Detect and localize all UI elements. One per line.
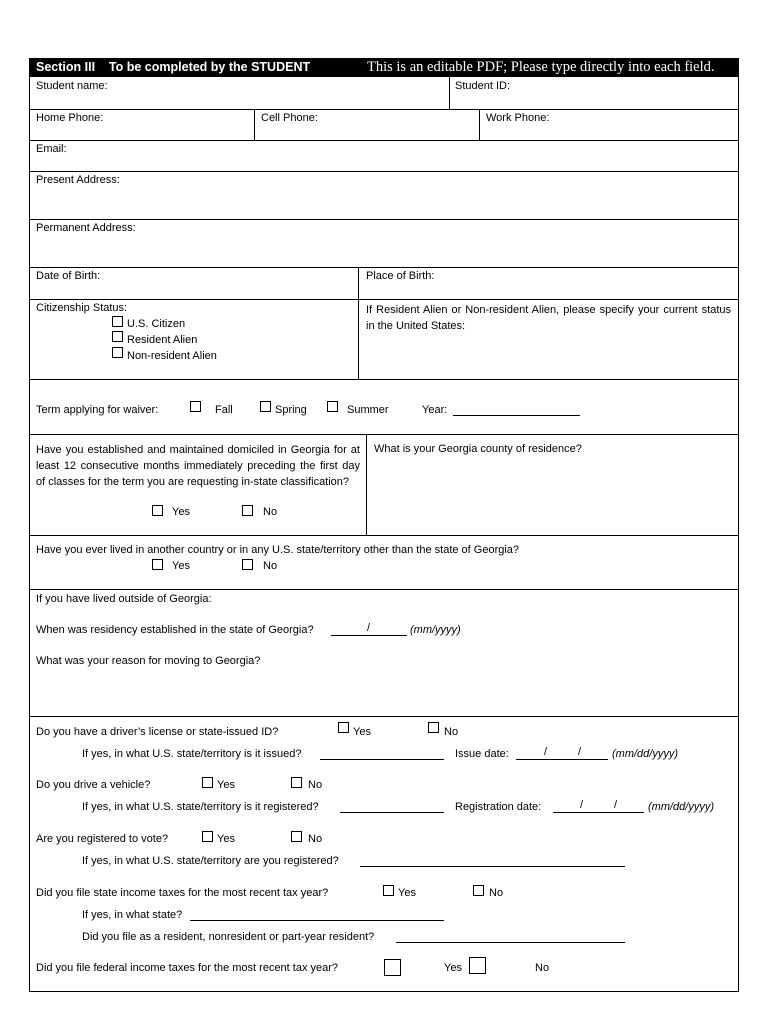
cell-phone-field[interactable]: Cell Phone:	[261, 112, 318, 124]
student-name-field[interactable]: Student name:	[36, 80, 108, 92]
permanent-address-field[interactable]: Permanent Address:	[36, 222, 136, 234]
vote-state-input[interactable]	[360, 866, 625, 867]
divider	[29, 379, 739, 380]
residency-question: When was residency established in the state of Georgia?	[36, 624, 314, 636]
state-tax-yes-checkbox[interactable]	[383, 885, 394, 896]
outside-intro: If you have lived outside of Georgia:	[36, 593, 212, 605]
citizenship-label: Citizenship Status:	[36, 302, 128, 314]
divider	[366, 434, 367, 535]
resident-status-input[interactable]	[396, 942, 625, 943]
alien-status-field[interactable]: If Resident Alien or Non-resident Alien, please specify your current status in the United States:	[366, 304, 731, 332]
student-form	[29, 58, 739, 992]
divider	[29, 171, 739, 172]
section-header	[29, 58, 739, 77]
lived-elsewhere-yes-label: Yes	[172, 560, 190, 572]
spring-checkbox[interactable]	[260, 401, 271, 412]
state-tax-no-checkbox[interactable]	[473, 885, 484, 896]
license-yes-checkbox[interactable]	[338, 722, 349, 733]
license-no-label: No	[444, 726, 459, 738]
issue-date-label: Issue date:	[455, 748, 509, 760]
fall-label: Fall	[215, 404, 233, 416]
resident-status-question: Did you file as a resident, nonresident or part-year resident?	[82, 931, 375, 943]
lived-elsewhere-yes-checkbox[interactable]	[152, 559, 163, 570]
us-citizen-checkbox[interactable]	[112, 316, 123, 327]
registration-date-slash-2: /	[614, 799, 618, 811]
divider	[29, 299, 739, 300]
vehicle-yes-checkbox[interactable]	[202, 777, 213, 788]
federal-tax-question: Did you file federal income taxes for the most recent tax year?	[36, 962, 339, 974]
divider	[29, 716, 739, 717]
issue-date-slash-2: /	[578, 746, 582, 758]
vote-no-label: No	[308, 833, 323, 845]
lived-elsewhere-question: Have you ever lived in another country or in any U.S. state/territory other than the state of Georgia?	[36, 544, 520, 556]
resident-alien-checkbox[interactable]	[112, 331, 123, 342]
registration-date-input[interactable]	[553, 812, 644, 813]
state-tax-question: Did you file state income taxes for the most recent tax year?	[36, 887, 329, 899]
domicile-question: Have you established and maintained domiciled in Georgia for at least 12 consecutive months immediately preceding the first day of classes for the term you are requesting in-state classification?	[36, 444, 360, 488]
federal-tax-no-label: No	[535, 962, 550, 974]
federal-tax-no-checkbox[interactable]	[469, 957, 486, 974]
vehicle-yes-label: Yes	[217, 779, 235, 791]
residency-date-input[interactable]	[331, 635, 407, 636]
divider	[254, 109, 255, 140]
divider	[29, 267, 739, 268]
divider	[29, 535, 739, 536]
license-state-input[interactable]	[320, 759, 444, 760]
divider	[29, 109, 739, 110]
section-title: Section III To be completed by the STUDENT	[36, 60, 311, 74]
state-tax-state-input[interactable]	[190, 920, 444, 921]
registration-date-format: (mm/dd/yyyy)	[648, 801, 714, 813]
student-id-field[interactable]: Student ID:	[455, 80, 511, 92]
registration-date-label: Registration date:	[455, 801, 542, 813]
summer-label: Summer	[347, 404, 389, 416]
license-question: Do you have a driver’s license or state-issued ID?	[36, 726, 279, 738]
work-phone-field[interactable]: Work Phone:	[486, 112, 550, 124]
spring-label: Spring	[275, 404, 307, 416]
domicile-yes-label: Yes	[172, 506, 190, 518]
present-address-field[interactable]: Present Address:	[36, 174, 120, 186]
summer-checkbox[interactable]	[327, 401, 338, 412]
email-field[interactable]: Email:	[36, 143, 67, 155]
divider	[29, 589, 739, 590]
residency-format: (mm/yyyy)	[410, 624, 461, 636]
state-tax-state-question: If yes, in what state?	[82, 909, 183, 921]
residency-slash: /	[367, 622, 371, 634]
lived-elsewhere-no-checkbox[interactable]	[242, 559, 253, 570]
vote-no-checkbox[interactable]	[291, 831, 302, 842]
vehicle-state-input[interactable]	[340, 812, 444, 813]
divider	[29, 219, 739, 220]
vehicle-no-checkbox[interactable]	[291, 777, 302, 788]
domicile-no-label: No	[263, 506, 278, 518]
vote-yes-label: Yes	[217, 833, 235, 845]
divider	[29, 140, 739, 141]
license-state-question: If yes, in what U.S. state/territory is it issued?	[82, 748, 302, 760]
vote-question: Are you registered to vote?	[36, 833, 169, 845]
fall-checkbox[interactable]	[190, 401, 201, 412]
non-resident-alien-checkbox[interactable]	[112, 347, 123, 358]
state-tax-no-label: No	[489, 887, 504, 899]
state-tax-yes-label: Yes	[398, 887, 416, 899]
license-yes-label: Yes	[353, 726, 371, 738]
resident-alien-label: Resident Alien	[127, 334, 198, 346]
domicile-yes-checkbox[interactable]	[152, 505, 163, 516]
non-resident-alien-label: Non-resident Alien	[127, 350, 217, 362]
year-label: Year:	[422, 404, 448, 416]
issue-date-input[interactable]	[516, 759, 608, 760]
vote-yes-checkbox[interactable]	[202, 831, 213, 842]
registration-date-slash-1: /	[580, 799, 584, 811]
federal-tax-yes-label: Yes	[444, 962, 462, 974]
divider	[358, 267, 359, 379]
divider	[479, 109, 480, 140]
reason-field[interactable]: What was your reason for moving to Georgia?	[36, 655, 261, 667]
term-label: Term applying for waiver:	[36, 404, 159, 416]
domicile-no-checkbox[interactable]	[242, 505, 253, 516]
us-citizen-label: U.S. Citizen	[127, 318, 186, 330]
divider	[449, 77, 450, 109]
issue-date-slash-1: /	[544, 746, 548, 758]
divider	[29, 434, 739, 435]
vehicle-no-label: No	[308, 779, 323, 791]
place-of-birth-field[interactable]: Place of Birth:	[366, 270, 435, 282]
year-input[interactable]	[453, 415, 580, 416]
lived-elsewhere-no-label: No	[263, 560, 278, 572]
home-phone-field[interactable]: Home Phone:	[36, 112, 104, 124]
vehicle-question: Do you drive a vehicle?	[36, 779, 151, 791]
license-no-checkbox[interactable]	[428, 722, 439, 733]
vehicle-state-question: If yes, in what U.S. state/territory is it registered?	[82, 801, 319, 813]
issue-date-format: (mm/dd/yyyy)	[612, 748, 678, 760]
vote-state-question: If yes, in what U.S. state/territory are you registered?	[82, 855, 339, 867]
county-field[interactable]: What is your Georgia county of residence?	[374, 443, 582, 455]
date-of-birth-field[interactable]: Date of Birth:	[36, 270, 101, 282]
editable-note: This is an editable PDF; Please type directly into each field.	[367, 59, 715, 75]
federal-tax-yes-checkbox[interactable]	[384, 959, 401, 976]
